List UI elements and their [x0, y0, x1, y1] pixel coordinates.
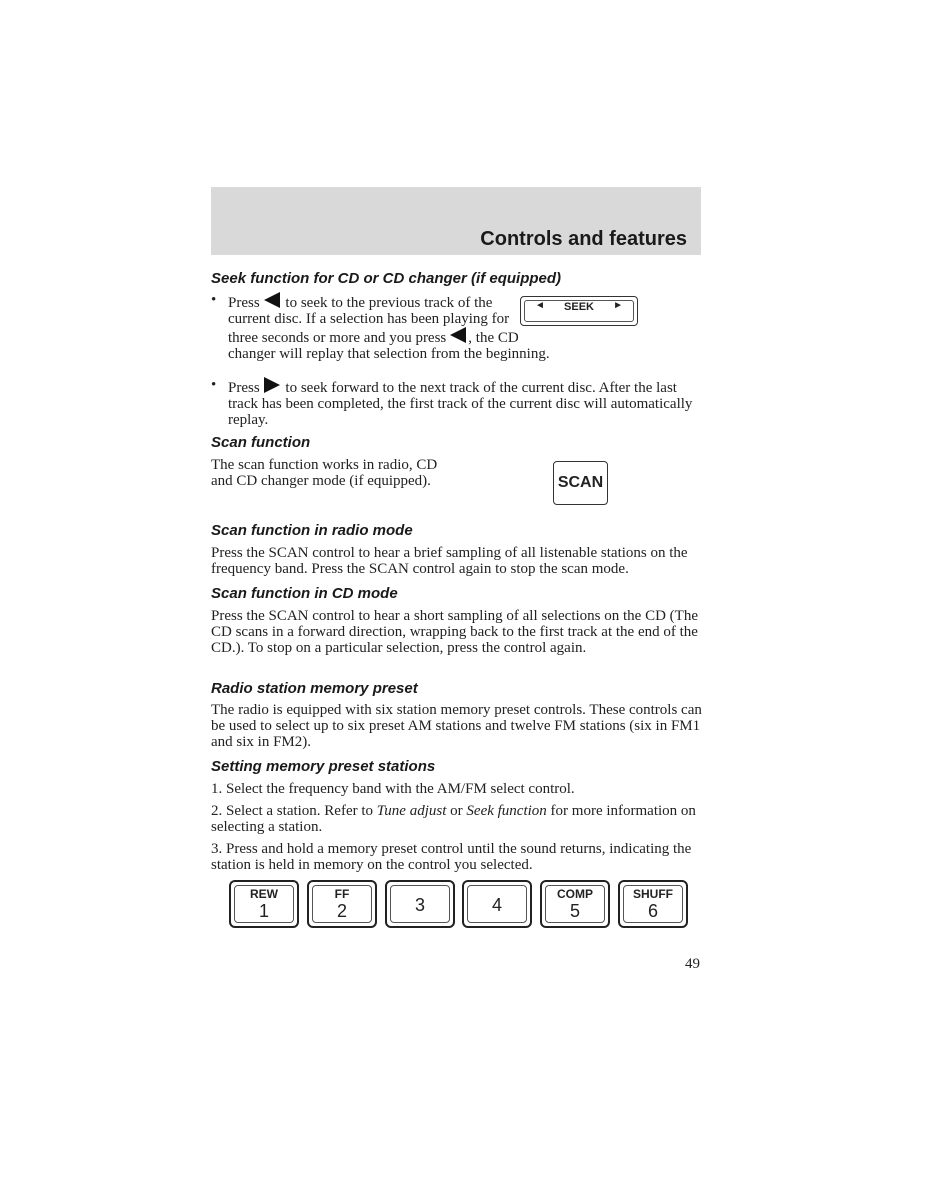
preset-label: SHUFF [633, 887, 673, 901]
seek-prev-text-end: , the CD changer will replay that selection from the beginning. [228, 330, 550, 362]
preset-number: 4 [491, 895, 502, 915]
page-number: 49 [685, 956, 700, 972]
preset-button-5 [540, 880, 610, 928]
preset-button-1 [229, 880, 299, 928]
page-header [211, 187, 701, 255]
preset-number: 6 [647, 901, 658, 921]
seek-left-icon: ◄ [535, 300, 545, 311]
seek-right-arrow-icon [264, 377, 280, 393]
tune-adjust-ref: Tune adjust [376, 803, 447, 819]
seek-prev-press: Press [228, 295, 260, 311]
preset-button-2 [307, 880, 377, 928]
setting-step2 [211, 803, 703, 835]
preset-label: FF [334, 887, 350, 901]
scan-radio-text: Press the SCAN control to hear a brief sampling of all listenable stations on the frequency band. Press the SCAN control again to stop the scan mode. [211, 545, 688, 577]
step2-c: or [450, 803, 463, 819]
preset-number: 3 [414, 895, 425, 915]
scan-cd-text: Press the SCAN control to hear a short sampling of all selections on the CD (The CD scans in a forward direction, wrapping back to the first track at the end of the CD.). To stop on a particular selection, press the control again. [211, 608, 698, 656]
preset-number: 1 [258, 901, 269, 921]
seek-prev-text: to seek to the previous track of the current disc. If a selection has been playing for three seconds or more and you press [228, 295, 510, 346]
bullet-dot: • [211, 292, 217, 308]
preset-controls-image [229, 880, 687, 928]
seek-control-label: SEEK [564, 301, 594, 313]
setting-heading: Setting memory preset stations [211, 758, 436, 775]
setting-step1: 1. Select the frequency band with the AM/FM select control. [211, 781, 575, 797]
scan-cd-heading: Scan function in CD mode [211, 585, 398, 602]
page-title: Controls and features [480, 228, 687, 250]
seek-left-arrow-icon [264, 292, 280, 308]
scan-control-image: SCAN [553, 461, 608, 505]
preset-number: 2 [336, 901, 347, 921]
seek-next-text: to seek forward to the next track of the current disc. After the last track has been completed, the first track of the current disc will automatically replay. [228, 380, 693, 428]
step2-e: for more information on selecting a station. [211, 803, 696, 835]
preset-button-4 [462, 880, 532, 928]
seek-left-arrow-icon [450, 327, 466, 343]
preset-button-3 [385, 880, 455, 928]
bullet-dot: • [211, 377, 217, 393]
scan-text: The scan function works in radio, CD and CD changer mode (if equipped). [211, 457, 438, 489]
scan-radio-heading: Scan function in radio mode [211, 522, 413, 539]
memory-text: The radio is equipped with six station memory preset controls. These controls can be used to select up to six preset AM stations and twelve FM stations (six in FM1 and six in FM2). [211, 702, 702, 750]
seek-right-icon: ► [613, 300, 623, 311]
step2-a: 2. Select a station. Refer to [211, 803, 374, 819]
memory-heading: Radio station memory preset [211, 680, 418, 697]
preset-label: REW [250, 887, 278, 901]
setting-step3: 3. Press and hold a memory preset control until the sound returns, indicating the station is held in memory on the control you selected. [211, 841, 692, 873]
seek-heading: Seek function for CD or CD changer (if equipped) [211, 270, 562, 287]
seek-next-press: Press [228, 380, 260, 396]
seek-control-image [520, 296, 638, 326]
preset-label: COMP [557, 887, 593, 901]
preset-button-6 [618, 880, 688, 928]
scan-heading: Scan function [211, 434, 311, 451]
preset-number: 5 [569, 901, 580, 921]
seek-function-ref: Seek function [466, 803, 547, 819]
